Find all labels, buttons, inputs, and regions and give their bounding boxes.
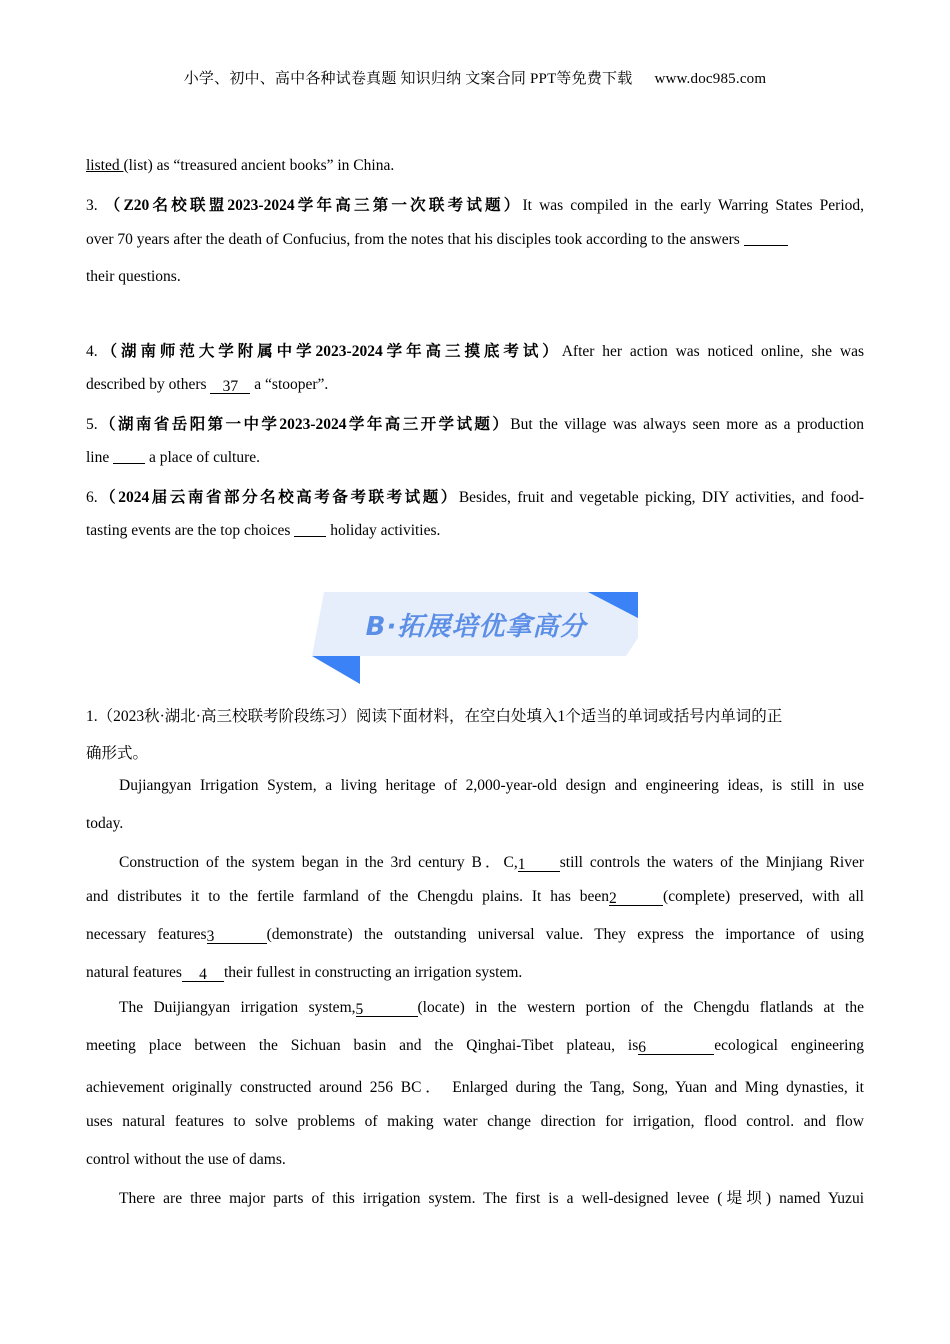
prev-question-tail: listed (list) as “treasured ancient books” in China. <box>86 157 395 174</box>
question-3-line-3: their questions. <box>86 268 181 285</box>
question-4-line-1: 4.（湖南师范大学附属中学2023-2024学年高三摸底考试）After her action was noticed online, she was <box>86 343 864 360</box>
question-3-line-2: over 70 years after the death of Confucius, from the notes that his disciples took according to the answers <box>86 231 864 249</box>
passage-p3-line-3: achievement originally constructed around 256 BC． Enlarged during the Tang, Song, Yuan and Ming dynasties, it <box>86 1079 864 1096</box>
passage-p1-line-2: today. <box>86 815 124 832</box>
blank[interactable] <box>294 522 326 537</box>
question-6-source: （2024届云南省部分名校高考备考联考试题） <box>97 489 459 506</box>
blank[interactable] <box>744 231 788 246</box>
passage-p2-line-2: and distributes it to the fertile farmland of the Chengdu plains. It has been2 (complete) preserved, with all <box>86 888 864 907</box>
question-5-line-1: 5.（湖南省岳阳第一中学2023-2024学年高三开学试题）But the village was always seen more as a production <box>86 416 864 433</box>
question-3-source: （Z20名校联盟2023-2024学年高三第一次联考试题） <box>104 197 523 214</box>
question-4-line-2: described by others 37 a “stooper”. <box>86 376 329 395</box>
blank-6[interactable]: 6 <box>638 1040 714 1055</box>
passage-p4-line-1: There are three major parts of this irrigation system. The first is a well-designed levee (堤坝) named Yuzui <box>119 1190 864 1207</box>
blank[interactable] <box>113 449 145 464</box>
passage-p2-line-4: natural features 4 their fullest in constructing an irrigation system. <box>86 964 523 983</box>
blank-1[interactable]: 1 <box>518 857 560 872</box>
blank-2[interactable]: 2 <box>609 891 663 906</box>
question-5-line-2: line a place of culture. <box>86 449 261 466</box>
answer-listed: listed <box>86 157 124 174</box>
question-6-line-2: tasting events are the top choices holiday activities. <box>86 522 441 539</box>
b-question-1-heading: 1.（2023秋·湖北·高三校联考阶段练习）阅读下面材料，在空白处填入1个适当的单词或括号内单词的正 <box>86 708 783 725</box>
question-5-source: （湖南省岳阳第一中学2023-2024学年高三开学试题） <box>97 416 511 433</box>
blank-4[interactable]: 4 <box>182 967 224 982</box>
page-header <box>0 67 950 88</box>
banner-title: B·拓展培优拿高分 <box>365 612 587 642</box>
header-text: 小学、初中、高中各种试卷真题 知识归纳 文案合同 PPT等免费下载 <box>183 71 633 87</box>
passage-p2-line-3: necessary features3 (demonstrate) the outstanding universal value. They express the importance of using <box>86 926 864 945</box>
question-4-source: （湖南师范大学附属中学2023-2024学年高三摸底考试） <box>97 343 562 360</box>
passage-p3-line-1: The Duijiangyan irrigation system,5 (locate) in the western portion of the Chengdu flatlands at the <box>119 999 864 1018</box>
passage-p3-line-2: meeting place between the Sichuan basin and the Qinghai-Tibet plateau, is6 ecological engineering <box>86 1037 864 1056</box>
blank-37[interactable]: 37 <box>210 379 250 394</box>
passage-p3-line-5: control without the use of dams. <box>86 1151 286 1168</box>
question-3-line-1: 3. （Z20名校联盟2023-2024学年高三第一次联考试题）It was compiled in the early Warring States Period, <box>86 197 864 214</box>
blank-3[interactable]: 3 <box>207 929 267 944</box>
question-6-line-1: 6.（2024届云南省部分名校高考备考联考试题）Besides, fruit and vegetable picking, DIY activities, and food- <box>86 489 864 506</box>
b-question-1-heading-2: 确形式。 <box>86 745 149 762</box>
blank-5[interactable]: 5 <box>356 1002 418 1017</box>
passage-p3-line-4: uses natural features to solve problems of making water change direction for irrigation, flood control. and flow <box>86 1113 864 1130</box>
section-banner <box>312 592 638 684</box>
passage-p2-line-1: Construction of the system began in the 3rd century B．C,1 still controls the waters of the Minjiang River <box>119 854 864 873</box>
passage-p1-line-1: Dujiangyan Irrigation System, a living heritage of 2,000-year-old design and engineering ideas, is still in use <box>119 777 864 794</box>
header-url: www.doc985.com <box>654 71 767 87</box>
